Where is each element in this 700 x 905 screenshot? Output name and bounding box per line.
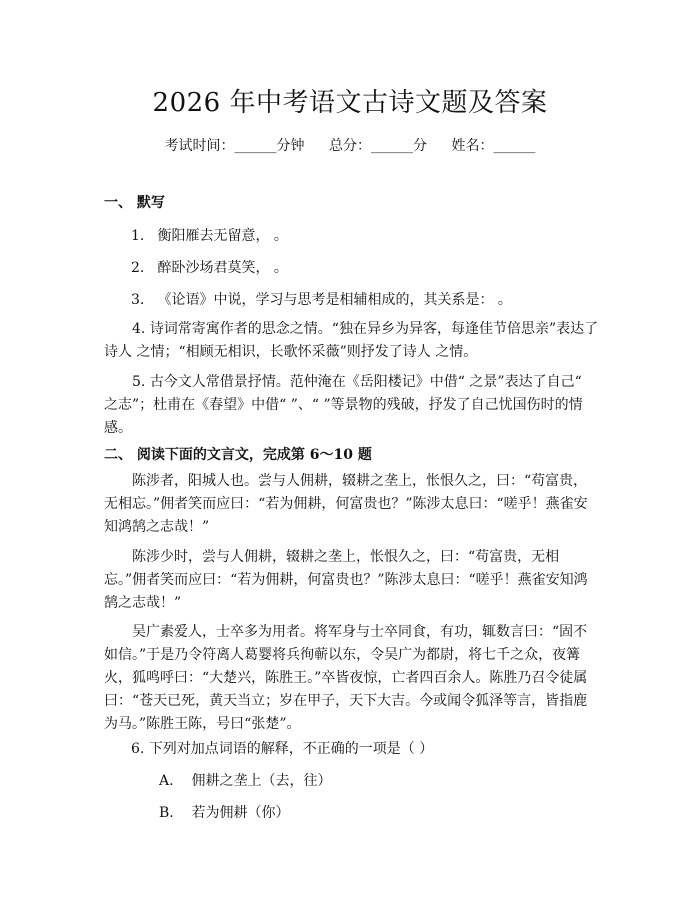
- exam-meta: [0, 135, 700, 155]
- item-number: 1.: [131, 228, 145, 244]
- item-text: 醉卧沙场君莫笑， 。: [157, 260, 288, 276]
- item-text: 诗词常寄寓作者的思念之情。“独在异乡为异客，每逢佳节倍思亲”表达了诗人 之情；“相顾无相识，长歌怀采薇”则抒发了诗人 之情。: [104, 321, 599, 360]
- item-text: 古今文人常借景抒情。范仲淹在《岳阳楼记》中借“ 之景”表达了自己“ 之志”；杜甫在《春望》中借“ ”、“ ”等景物的残破，抒发了自己忧国伤时的情感。: [104, 374, 583, 436]
- section-heading-2: 二、 阅读下面的文言文，完成第 6～10 题: [104, 447, 372, 463]
- item-text: 《论语》中说，学习与思考是相辅相成的，其关系是： 。: [157, 292, 512, 308]
- item-number: 3.: [131, 292, 145, 308]
- item-number: 2.: [131, 260, 145, 276]
- exam-score: 总分：______分: [329, 138, 427, 154]
- passage-paragraph: 陈涉者，阳城人也。尝与人佣耕，辍耕之垄上，怅恨久之，曰：“苟富贵，无相忘。”佣者笑而应曰：“若为佣耕，何富贵也？”陈涉太息曰：“嗟乎！燕雀安知鸿鹄之志哉！”: [104, 473, 588, 535]
- item-text: 衡阳雁去无留意， 。: [157, 228, 288, 244]
- option-letter: B.: [159, 805, 174, 821]
- page-title: 2026 年中考语文古诗文题及答案: [152, 88, 548, 118]
- list-item: [131, 257, 288, 277]
- option-b: [159, 802, 289, 822]
- list-item: [104, 318, 599, 364]
- item-number: 4.: [132, 321, 146, 337]
- passage-paragraph: 陈涉少时，尝与人佣耕，辍耕之垄上，怅恨久之，曰：“苟富贵，无相忘。”佣者笑而应曰：“若为佣耕，何富贵也？”陈涉太息曰：“嗟乎！燕雀安知鸿鹄之志哉！”: [104, 549, 588, 611]
- exam-name: 姓名：______: [451, 138, 536, 154]
- exam-time: 考试时间：______分钟: [164, 138, 305, 154]
- option-text: 佣耕之垄上（去，往）: [191, 773, 332, 789]
- section-heading-1: 一、 默写: [104, 195, 165, 211]
- item-number: 5.: [132, 374, 146, 390]
- passage-paragraph: 吴广素爱人，士卒多为用者。将军身与士卒同食，有功，辄数言曰：“固不如信。”于是乃令符离人葛婴将兵徇蕲以东，令吴广为都尉，将七千之众，夜篝火，狐鸣呼曰：“大楚兴，陈胜王。”卒皆夜惊，亡者四百余人。陈胜乃召令徒属曰：“苍天已死，黄天当立；岁在甲子，天下大吉。今或闻令狐泽等言，皆指鹿为马。”陈胜王陈，号曰“张楚”。: [104, 624, 588, 732]
- option-letter: A.: [159, 773, 174, 789]
- list-item: [104, 371, 599, 440]
- list-item: [131, 289, 512, 309]
- list-item: [131, 225, 288, 245]
- question-6: 6. 下列对加点词语的解释，不正确的一项是（ ）: [131, 741, 434, 757]
- option-a: [159, 770, 331, 790]
- option-text: 若为佣耕（你）: [191, 805, 290, 821]
